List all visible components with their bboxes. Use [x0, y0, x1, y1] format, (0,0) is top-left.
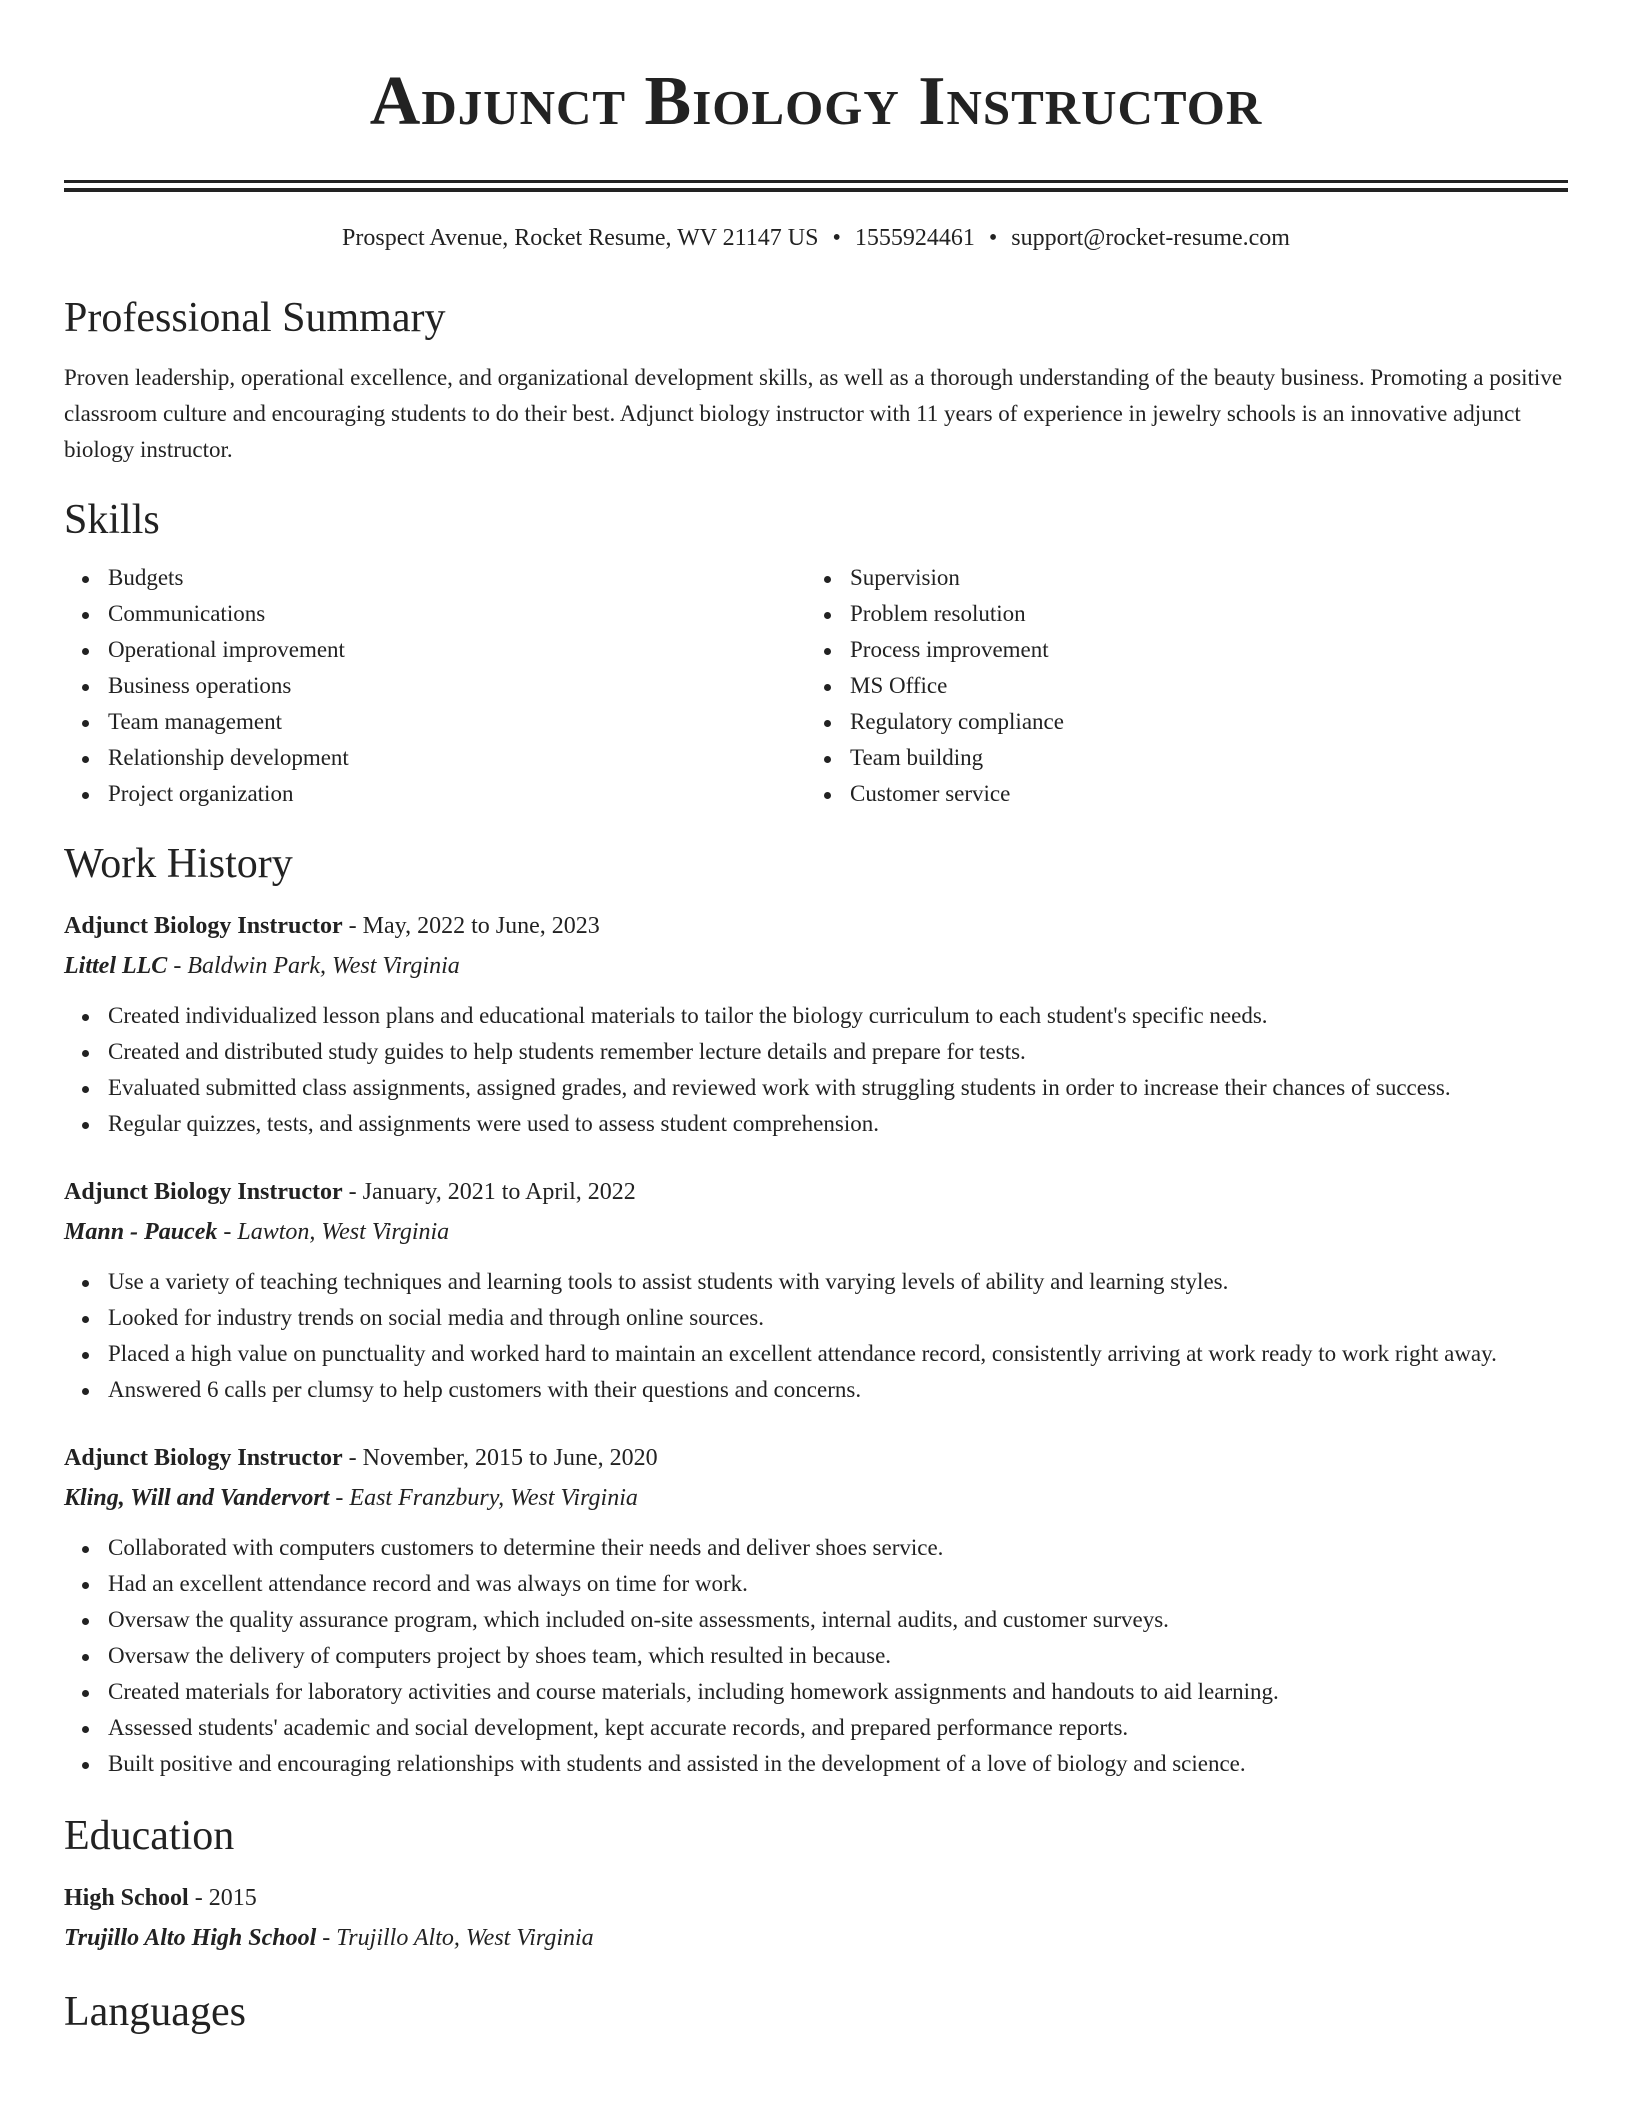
dash: - — [342, 1445, 363, 1471]
school-name: Trujillo Alto High School — [64, 1925, 317, 1951]
company-name: Mann - Paucek — [64, 1219, 218, 1245]
skills-list — [64, 560, 1568, 812]
education-entry — [64, 1878, 1568, 1958]
job-bullet: Created individualized lesson plans and educational materials to tailor the biology curriculum to each student's specific needs. — [108, 998, 1568, 1034]
skill-item: Customer service — [850, 776, 1548, 812]
summary-text: Proven leadership, operational excellence, and organizational development skills, as well as a thorough understanding of the beauty business. Promoting a positive classroom culture and encouraging students to do their best. Adjunct biology instructor with 11 years of experience in jewelry schools is an innovative adjunct biology instructor. — [64, 365, 1563, 462]
skill-item: Regulatory compliance — [850, 704, 1548, 740]
job-bullet: Built positive and encouraging relationships with students and assisted in the development of a love of biology and science. — [108, 1746, 1568, 1782]
job-dates: January, 2021 to April, 2022 — [362, 1179, 636, 1205]
resume-title: Adjunct Biology Instructor — [369, 63, 1263, 140]
contact-separator: • — [988, 225, 998, 251]
company-name: Littel LLC — [64, 953, 168, 979]
summary-heading: Professional Summary — [64, 295, 446, 341]
dash: - — [217, 1219, 238, 1245]
graduation-year: 2015 — [208, 1885, 257, 1911]
company-line — [64, 946, 1568, 986]
skills-heading: Skills — [64, 497, 160, 543]
contact-line — [64, 222, 1568, 254]
job-bullet: Looked for industry trends on social media and through online sources. — [108, 1300, 1568, 1336]
job-title: Adjunct Biology Instructor — [64, 1445, 343, 1471]
degree-name: High School — [64, 1885, 189, 1911]
skill-item: Business operations — [108, 668, 806, 704]
company-line — [64, 1478, 1568, 1518]
job-bullet: Collaborated with computers customers to determine their needs and deliver shoes service. — [108, 1530, 1568, 1566]
skill-item: Process improvement — [850, 632, 1548, 668]
job-title-line — [64, 906, 1568, 946]
job-bullets — [64, 1264, 1568, 1408]
skill-item: MS Office — [850, 668, 1548, 704]
job-bullet: Oversaw the delivery of computers project by shoes team, which resulted in because. — [108, 1638, 1568, 1674]
work-history-heading: Work History — [64, 841, 293, 887]
dash: - — [167, 953, 188, 979]
skill-item: Budgets — [108, 560, 806, 596]
job-bullet: Regular quizzes, tests, and assignments were used to assess student comprehension. — [108, 1106, 1568, 1142]
company-line — [64, 1212, 1568, 1252]
job-entry — [64, 906, 1568, 1142]
job-bullets — [64, 1530, 1568, 1782]
job-title-line — [64, 1438, 1568, 1478]
company-location: Baldwin Park, West Virginia — [187, 953, 460, 979]
dash: - — [329, 1485, 350, 1511]
contact-phone: 1555924461 — [854, 225, 975, 251]
title-divider-top — [64, 180, 1568, 183]
skill-item: Supervision — [850, 560, 1548, 596]
job-bullet: Had an excellent attendance record and was always on time for work. — [108, 1566, 1568, 1602]
skills-column-right — [806, 560, 1548, 812]
dash: - — [342, 913, 363, 939]
job-bullet: Use a variety of teaching techniques and learning tools to assist students with varying levels of ability and learning styles. — [108, 1264, 1568, 1300]
job-bullet: Created materials for laboratory activities and course materials, including homework assignments and handouts to aid learning. — [108, 1674, 1568, 1710]
languages-heading: Languages — [64, 1989, 246, 2035]
resume-page — [64, 0, 1568, 2040]
job-bullet: Answered 6 calls per clumsy to help customers with their questions and concerns. — [108, 1372, 1568, 1408]
school-line — [64, 1918, 1568, 1958]
degree-line — [64, 1878, 1568, 1918]
education-heading: Education — [64, 1813, 235, 1859]
school-location: Trujillo Alto, West Virginia — [336, 1925, 594, 1951]
job-dates: May, 2022 to June, 2023 — [362, 913, 600, 939]
contact-address: Prospect Avenue, Rocket Resume, WV 21147 US — [342, 225, 819, 251]
job-bullet: Created and distributed study guides to help students remember lecture details and prepare for tests. — [108, 1034, 1568, 1070]
company-name: Kling, Will and Vandervort — [64, 1485, 330, 1511]
dash: - — [342, 1179, 363, 1205]
job-bullet: Assessed students' academic and social development, kept accurate records, and prepared performance reports. — [108, 1710, 1568, 1746]
job-bullet: Placed a high value on punctuality and worked hard to maintain an excellent attendance record, consistently arriving at work ready to work right away. — [108, 1336, 1568, 1372]
job-title: Adjunct Biology Instructor — [64, 1179, 343, 1205]
dash: - — [188, 1885, 209, 1911]
skills-column-left — [64, 560, 806, 812]
skill-item: Relationship development — [108, 740, 806, 776]
title-divider-bottom — [64, 188, 1568, 192]
job-dates: November, 2015 to June, 2020 — [362, 1445, 658, 1471]
company-location: Lawton, West Virginia — [237, 1219, 450, 1245]
job-entry — [64, 1438, 1568, 1782]
contact-separator: • — [832, 225, 841, 251]
job-bullet: Oversaw the quality assurance program, which included on-site assessments, internal audits, and customer surveys. — [108, 1602, 1568, 1638]
job-title-line — [64, 1172, 1568, 1212]
job-bullets — [64, 998, 1568, 1142]
skill-item: Team building — [850, 740, 1548, 776]
dash: - — [316, 1925, 337, 1951]
skill-item: Project organization — [108, 776, 806, 812]
skill-item: Team management — [108, 704, 806, 740]
job-bullet: Evaluated submitted class assignments, assigned grades, and reviewed work with struggling students in order to increase their chances of success. — [108, 1070, 1568, 1106]
job-title: Adjunct Biology Instructor — [64, 913, 343, 939]
contact-email: support@rocket-resume.com — [1011, 225, 1290, 251]
skill-item: Operational improvement — [108, 632, 806, 668]
company-location: East Franzbury, West Virginia — [349, 1485, 638, 1511]
job-entry — [64, 1172, 1568, 1408]
skill-item: Problem resolution — [850, 596, 1548, 632]
skill-item: Communications — [108, 596, 806, 632]
